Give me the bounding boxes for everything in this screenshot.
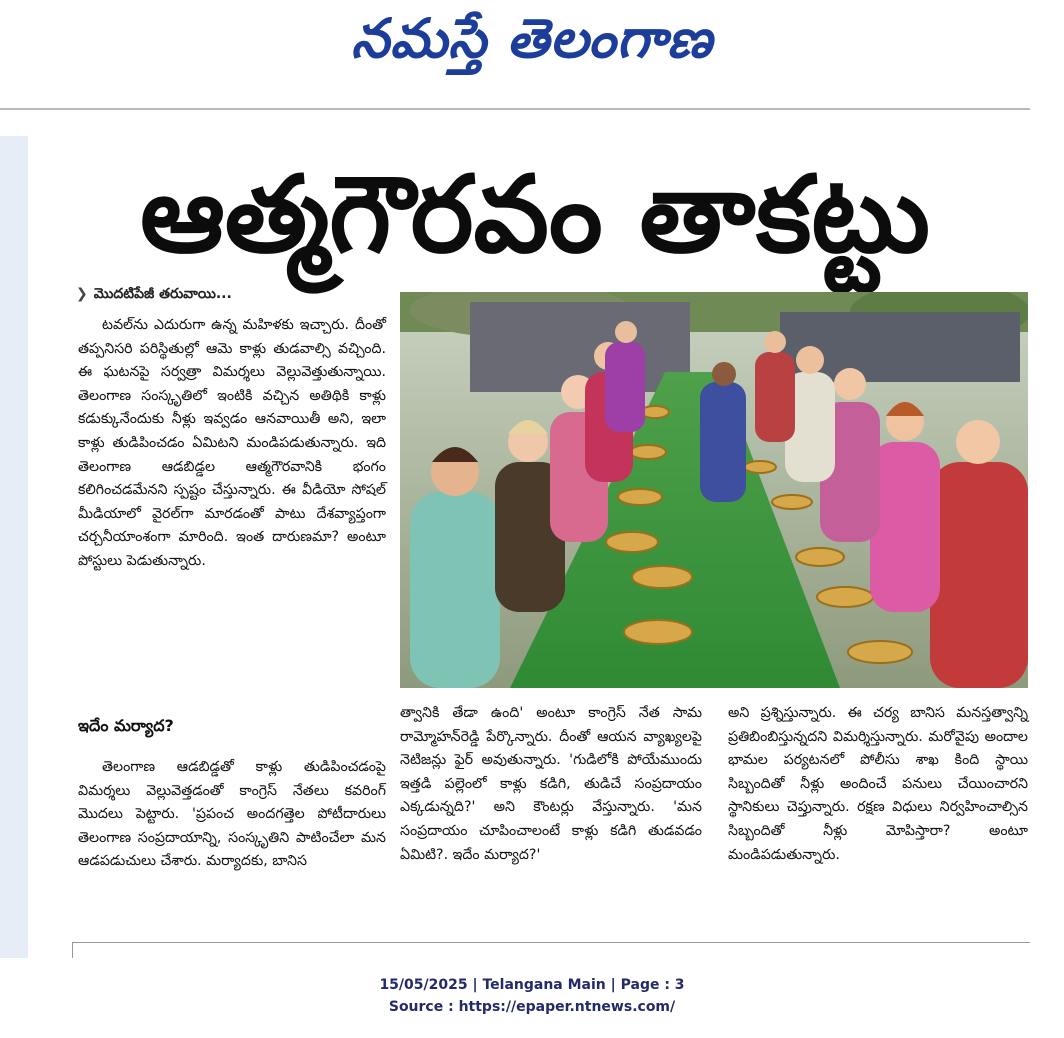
continued-from-label: [76, 286, 232, 305]
clipping-bottom-divider: [72, 942, 1030, 943]
news-photo: [400, 292, 1028, 688]
clipping-edge: [0, 136, 28, 958]
continued-text: మొదటిపేజీ తరువాయి...: [93, 286, 232, 302]
paragraph: తెలంగాణ ఆడబిడ్డతో కాళ్లు తుడిపించడంపై విమర్శలు వెల్లువెత్తడంతో కాంగ్రెస్ నేతలు కవరింగ్ మొదలు పెట్టారు. 'ప్రపంచ అందగత్తెల పోటీదారులు తెలంగాణ సంప్రదాయాన్ని, సంస్కృతిని పాటించేలా మన ఆడపడుచులు చేశారు. మర్యాదకు, బానిస: [78, 759, 386, 870]
subheading: ఇదేం మర్యాద?: [78, 716, 174, 735]
paragraph: త్వానికి తేడా ఉంది' అంటూ కాంగ్రెస్ నేత సామ రామ్మోహన్‌రెడ్డి పేర్కొన్నారు. దీంతో ఆయన వ్యాఖ్యలపై నెటిజన్లు ఫైర్ అవుతున్నారు. 'గుడిలోకి పోయేముందు ఇత్తడి పల్లెంలో కాళ్లు కడిగి, తుడిచే సంప్రదాయం ఎక్కడున్నది?' అని కౌంటర్లు వేస్తున్నారు. 'మన సంప్రదాయం చూపించాలంటే కాళ్లు కడిగి తుడవడం ఏమిటి?. ఇదేం మర్యాద?': [400, 705, 702, 863]
date-page-line: 15/05/2025 | Telangana Main | Page : 3: [379, 977, 685, 993]
chevron-right-icon: ❯: [76, 286, 88, 302]
article-column-2: [400, 702, 702, 867]
article-column-1-continued: [78, 756, 386, 874]
masthead-divider: [0, 108, 1030, 110]
paragraph: అని ప్రశ్నిస్తున్నారు. ఈ చర్య బానిస మనస్తత్వాన్ని ప్రతిబింబిస్తున్నదని విమర్శిస్తున్నారు. మరోవైపు అందాల భామల పర్యటనలో పోలీసు శాఖ కింది స్థాయి సిబ్బందితో నీళ్లు అందించే పనులు చేయించారని స్థానికులు చెప్తున్నారు. రక్షణ విధులు నిర్వహించాల్సిన సిబ్బందితో నీళ్లు మోపిస్తారా? అంటూ మండిపడుతున్నారు.: [728, 705, 1028, 863]
article-column-3: [728, 702, 1028, 867]
paragraph: టవల్‌ను ఎదురుగా ఉన్న మహిళకు ఇచ్చారు. దీంతో తప్పనిసరి పరిస్థితుల్లో ఆమె కాళ్లు తుడవాల్సి వచ్చింది. ఈ ఘటనపై సర్వత్రా విమర్శలు వెల్లువెత్తుతున్నాయి. తెలంగాణ సంస్కృతిలో ఇంటికి వచ్చిన అతిథికి కాళ్లు కడుక్కునేందుకు నీళ్లు ఇవ్వడం ఆనవాయితీ అని, ఇలా కాళ్లు తుడిపించడం ఏమిటని మండిపడుతున్నారు. ఇది తెలంగాణ ఆడబిడ్డల ఆత్మగౌరవానికి భంగం కలిగించడమేనని స్పష్టం చేస్తున్నారు. ఈ వీడియో సోషల్ మీడియాలో వైరల్‌గా మారడంతో పాటు దేశవ్యాప్తంగా చర్చనీయాంశంగా మారింది. ఇంత దారుణమా? అంటూ పోస్టులు పెడుతున్నారు.: [78, 317, 386, 569]
masthead: [0, 0, 1064, 110]
headline: ఆత్మగౌరవం తాకట్టు: [140, 153, 930, 276]
masthead-logo: నమస్తే తెలంగాణ: [351, 7, 713, 70]
source-footer: [0, 974, 1064, 1018]
source-link[interactable]: Source : https://epaper.ntnews.com/: [388, 999, 676, 1015]
article-column-1: [78, 314, 386, 574]
clipping-corner-divider: [72, 942, 73, 958]
photo-illustration: [400, 292, 1028, 688]
